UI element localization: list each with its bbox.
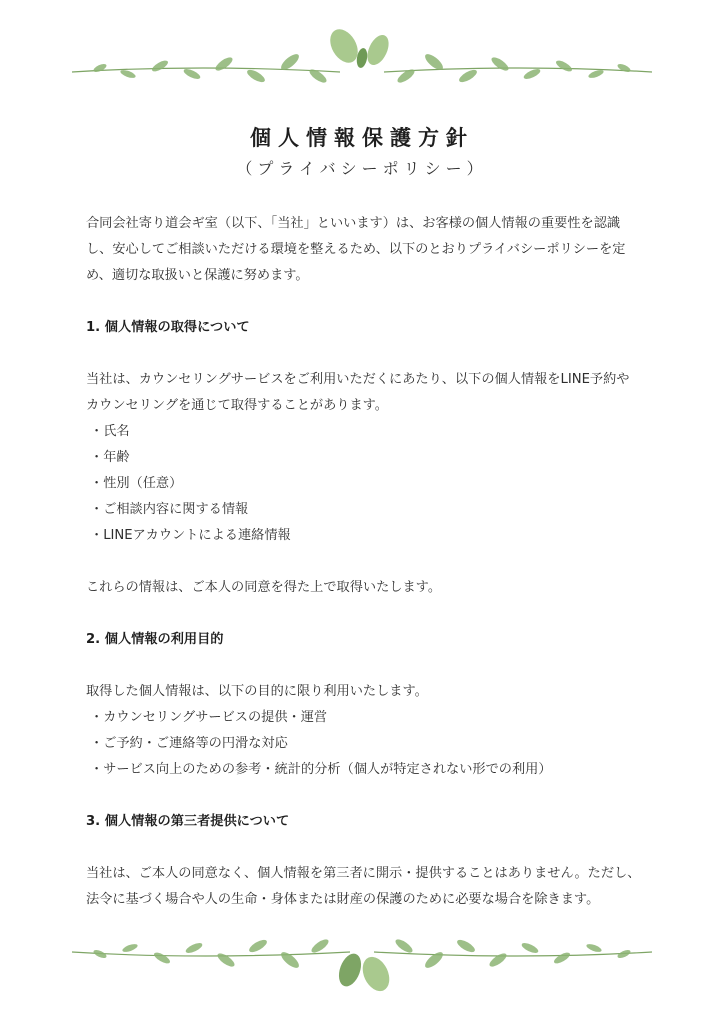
top-leaf-garland <box>0 28 724 88</box>
list-item: ・ ご予約・ご連絡等の円滑な対応 <box>90 731 642 757</box>
section-heading: 2. 個人情報の利用目的 <box>86 632 224 647</box>
section-footer: これらの情報は、ご本人の同意を得た上で取得いたします。 <box>86 580 442 595</box>
list-item: ・ カウンセリングサービスの提供・運営 <box>90 705 642 731</box>
intro-paragraph: 合同会社寄り道会ギ室（以下、「当社」といいます）は、お客様の個人情報の重要性を認識し、安心してご相談いただける環境を整えるため、以下のとおりプライバシーポリシーを定め、適切な取扱いと保護に努めます。 <box>86 216 626 283</box>
bullet-list <box>86 419 642 549</box>
page-title: 個人情報保護方針 <box>250 126 474 150</box>
list-item: ・ ご相談内容に関する情報 <box>90 497 642 523</box>
bullet-list <box>86 705 642 783</box>
section-body: 当社は、ご本人の同意なく、個人情報を第三者に開示・提供することはありません。ただし、法令に基づく場合や人の生命・身体または財産の保護のために必要な場合を除きます。 <box>86 866 641 907</box>
section-body: 当社は、カウンセリングサービスをご利用いただくにあたり、以下の個人情報をLINE予約やカウンセリングを通じて取得することがあります。 <box>86 372 630 413</box>
page-subtitle: （プライバシーポリシー） <box>236 159 488 178</box>
list-item: ・ LINEアカウントによる連絡情報 <box>90 523 642 549</box>
section-heading: 3. 個人情報の第三者提供について <box>86 814 290 829</box>
list-item: ・ サービス向上のための参考・統計的分析（個人が特定されない形での利用） <box>90 757 642 783</box>
bottom-leaf-garland <box>0 930 724 1000</box>
policy-content <box>86 211 642 913</box>
section-body: 取得した個人情報は、以下の目的に限り利用いたします。 <box>86 684 428 699</box>
section-heading: 1. 個人情報の取得について <box>86 320 250 335</box>
list-item: ・ 年齢 <box>90 445 642 471</box>
list-item: ・ 性別（任意） <box>90 471 642 497</box>
list-item: ・ 氏名 <box>90 419 642 445</box>
